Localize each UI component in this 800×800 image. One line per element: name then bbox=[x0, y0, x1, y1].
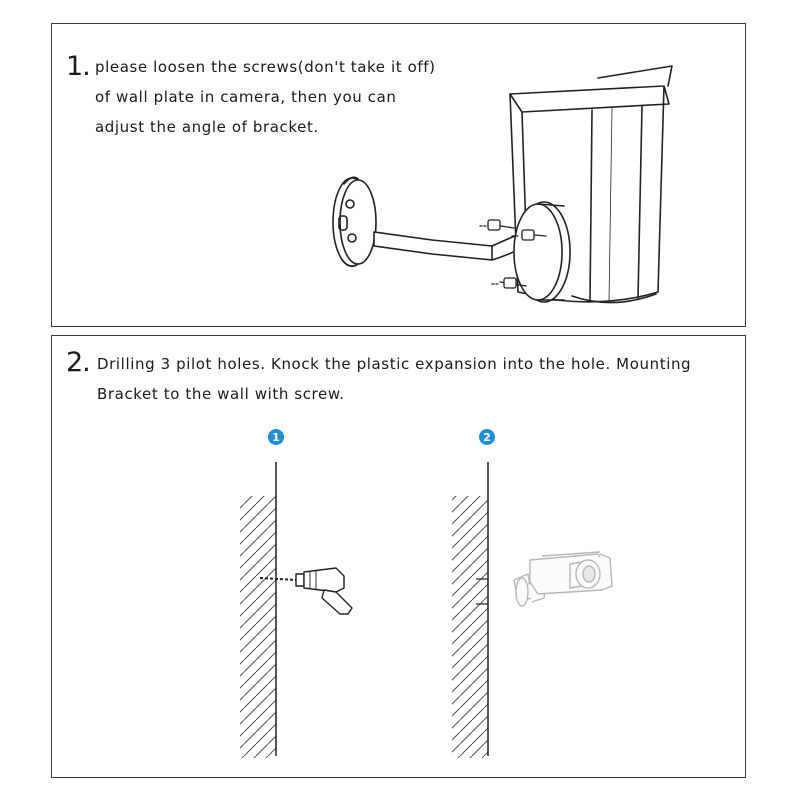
step-2-line-2: Bracket to the wall with screw. bbox=[97, 385, 345, 403]
camera-bracket-illustration bbox=[52, 24, 747, 328]
step-1-panel bbox=[51, 23, 746, 327]
step-1-line-1: please loosen the screws(don't take it off) bbox=[95, 58, 436, 76]
mounting-illustration bbox=[52, 336, 747, 779]
svg-text:2: 2 bbox=[483, 431, 491, 444]
step-1-number: 1. bbox=[66, 51, 90, 82]
camera-mount-base bbox=[514, 202, 570, 302]
svg-text:1: 1 bbox=[272, 431, 280, 444]
step-2-panel bbox=[51, 335, 746, 778]
step-1-line-2: of wall plate in camera, then you can bbox=[95, 88, 397, 106]
step-1-line-3: adjust the angle of bracket. bbox=[95, 118, 319, 136]
mounted-camera bbox=[514, 552, 612, 606]
step-2-line-1: Drilling 3 pilot holes. Knock the plastic expansion into the hole. Mounting bbox=[97, 355, 692, 373]
step-2-number: 2. bbox=[66, 347, 90, 378]
badge-1 bbox=[268, 429, 284, 445]
wall-plate bbox=[333, 177, 376, 266]
wall-1 bbox=[240, 462, 276, 758]
badge-2 bbox=[479, 429, 495, 445]
wall-2 bbox=[452, 462, 488, 758]
